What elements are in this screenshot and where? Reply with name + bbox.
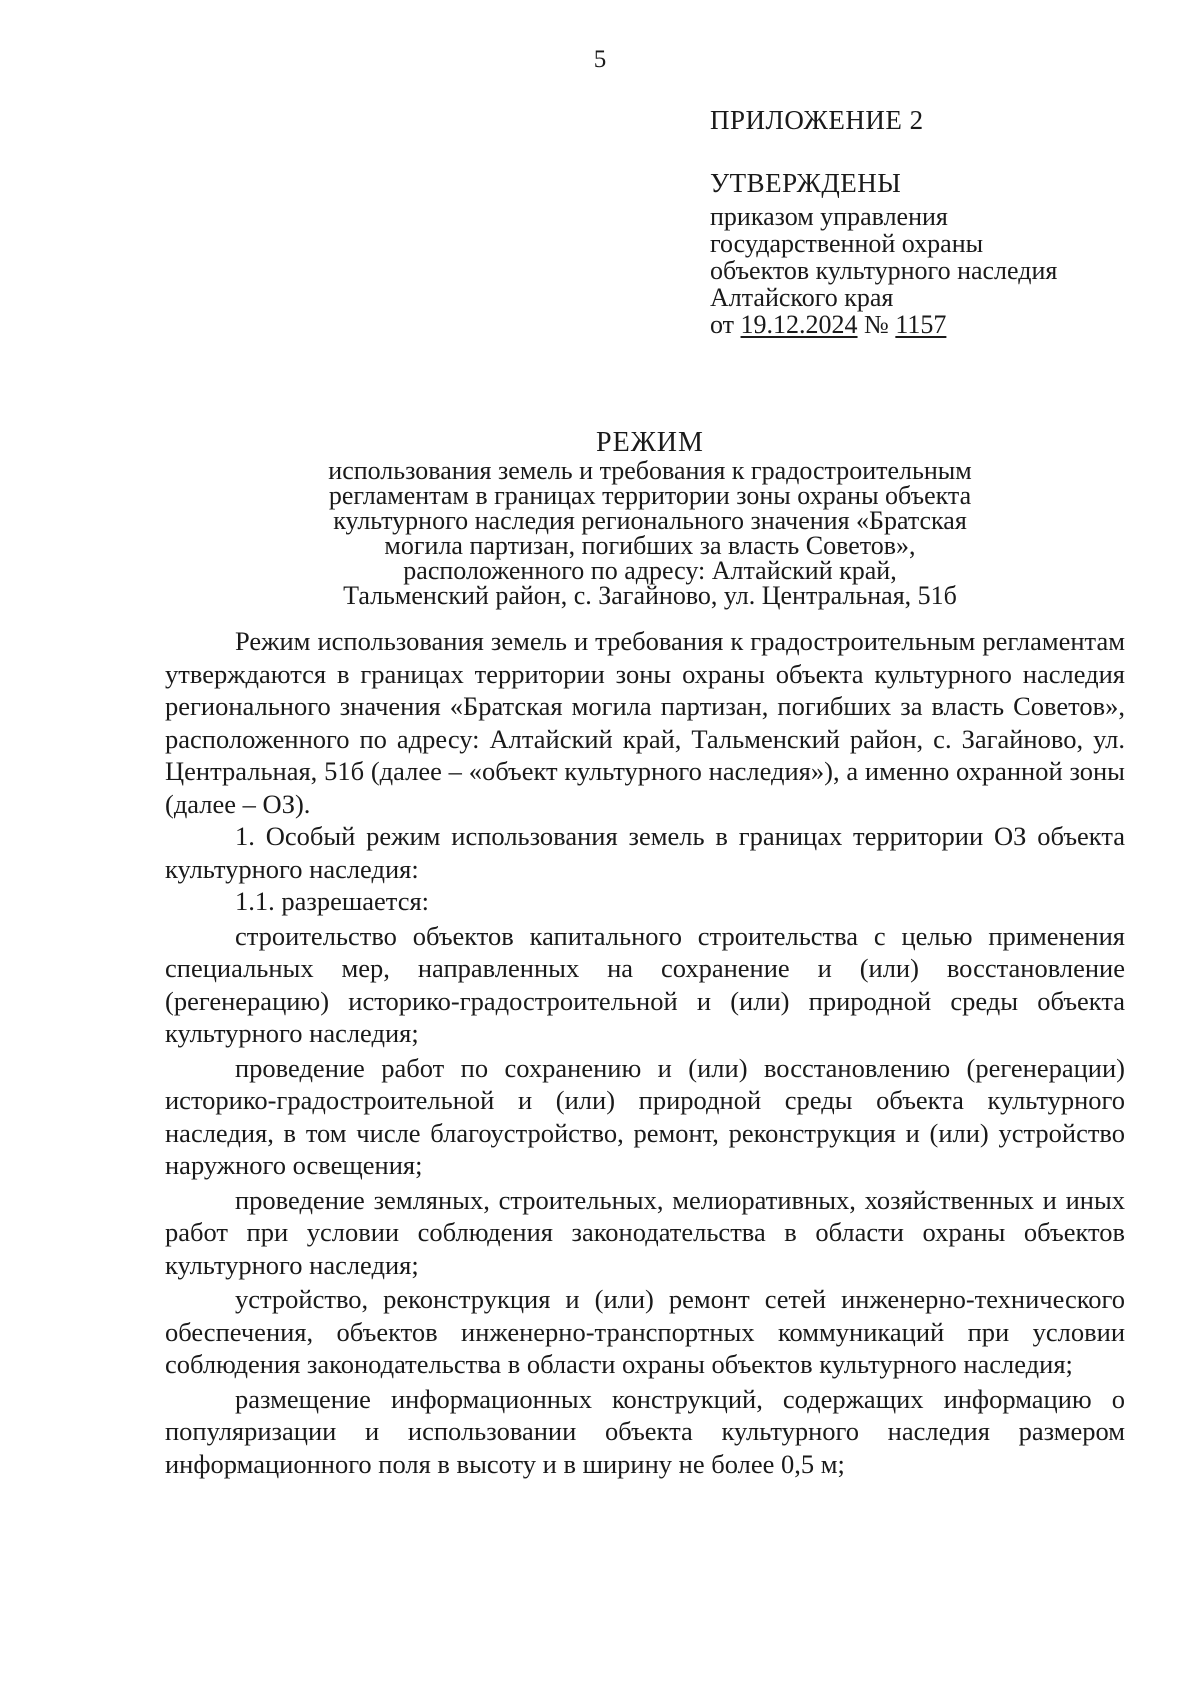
subtitle-line: использования земель и требования к градостроительным (328, 456, 972, 485)
list-paragraph: строительство объектов капитального строительства с целью применения специальных мер, направленных на сохранение и (или) восстановление (регенерацию) историко-градостроительной и (или) природной среды объекта культурного наследия; (165, 920, 1125, 1048)
approval-line: приказом управления (710, 202, 948, 231)
list-paragraph: проведение работ по сохранению и (или) восстановлению (регенерации) историко-градостроительной и (или) природной среды объекта культурного наследия, в том числе благоустройство, ремонт, реконструкция и (или) устройство наружного освещения; (165, 1052, 1125, 1180)
regime-title: РЕЖИМ (596, 427, 704, 458)
order-number-sign: № (864, 310, 889, 339)
subtitle-line: культурного наследия регионального значения «Братская (333, 506, 967, 535)
section-paragraph: 1. Особый режим использования земель в границах территории ОЗ объекта культурного наследия: (165, 821, 1125, 884)
subtitle-line: расположенного по адресу: Алтайский край, (403, 556, 897, 585)
document-body (165, 625, 1125, 1480)
approval-line: объектов культурного наследия (710, 256, 1058, 285)
list-paragraph: размещение информационных конструкций, содержащих информацию о популяризации и использовании объекта культурного наследия размером информационного поля в высоту и в ширину не более 0,5 м; (165, 1383, 1125, 1479)
subtitle-line: могила партизан, погибших за власть Советов», (384, 531, 916, 560)
approval-block (710, 170, 1057, 338)
subsection-paragraph: 1.1. разрешается: (235, 886, 430, 916)
list-paragraph: устройство, реконструкция и (или) ремонт сетей инженерно-технического обеспечения, объектов инженерно-транспортных коммуникаций при условии соблюдения законодательства в области охраны объектов культурного наследия; (165, 1284, 1125, 1379)
approval-line: государственной охраны (710, 229, 984, 258)
subtitle-line: регламентам в границах территории зоны охраны объекта (328, 481, 972, 510)
page-number: 5 (593, 46, 607, 73)
subtitle-line: Тальменский район, с. Загайново, ул. Центральная, 51б (343, 581, 957, 610)
regime-subtitle (260, 458, 1040, 608)
appendix-label: ПРИЛОЖЕНИЕ 2 (710, 105, 924, 135)
approval-line: Алтайского края (710, 283, 894, 312)
order-line (710, 311, 1057, 338)
order-number: 1157 (895, 310, 947, 339)
order-date: 19.12.2024 (740, 310, 858, 339)
list-paragraph: проведение земляных, строительных, мелиоративных, хозяйственных и иных работ при условии соблюдения законодательства в области охраны объектов культурного наследия; (165, 1184, 1125, 1280)
order-prefix: от (710, 310, 735, 339)
intro-paragraph: Режим использования земель и требования к градостроительным регламентам утверждаются в границах территории зоны охраны объекта культурного наследия регионального значения «Братская могила партизан, погибших за власть Советов», расположенного по адресу: Алтайский край, Тальменский район, с. Загайново, ул. Центральная, 51б (далее – «объект культурного наследия»), а именно охранной зоны (далее – ОЗ). (165, 626, 1125, 819)
approval-title: УТВЕРЖДЕНЫ (710, 168, 902, 198)
